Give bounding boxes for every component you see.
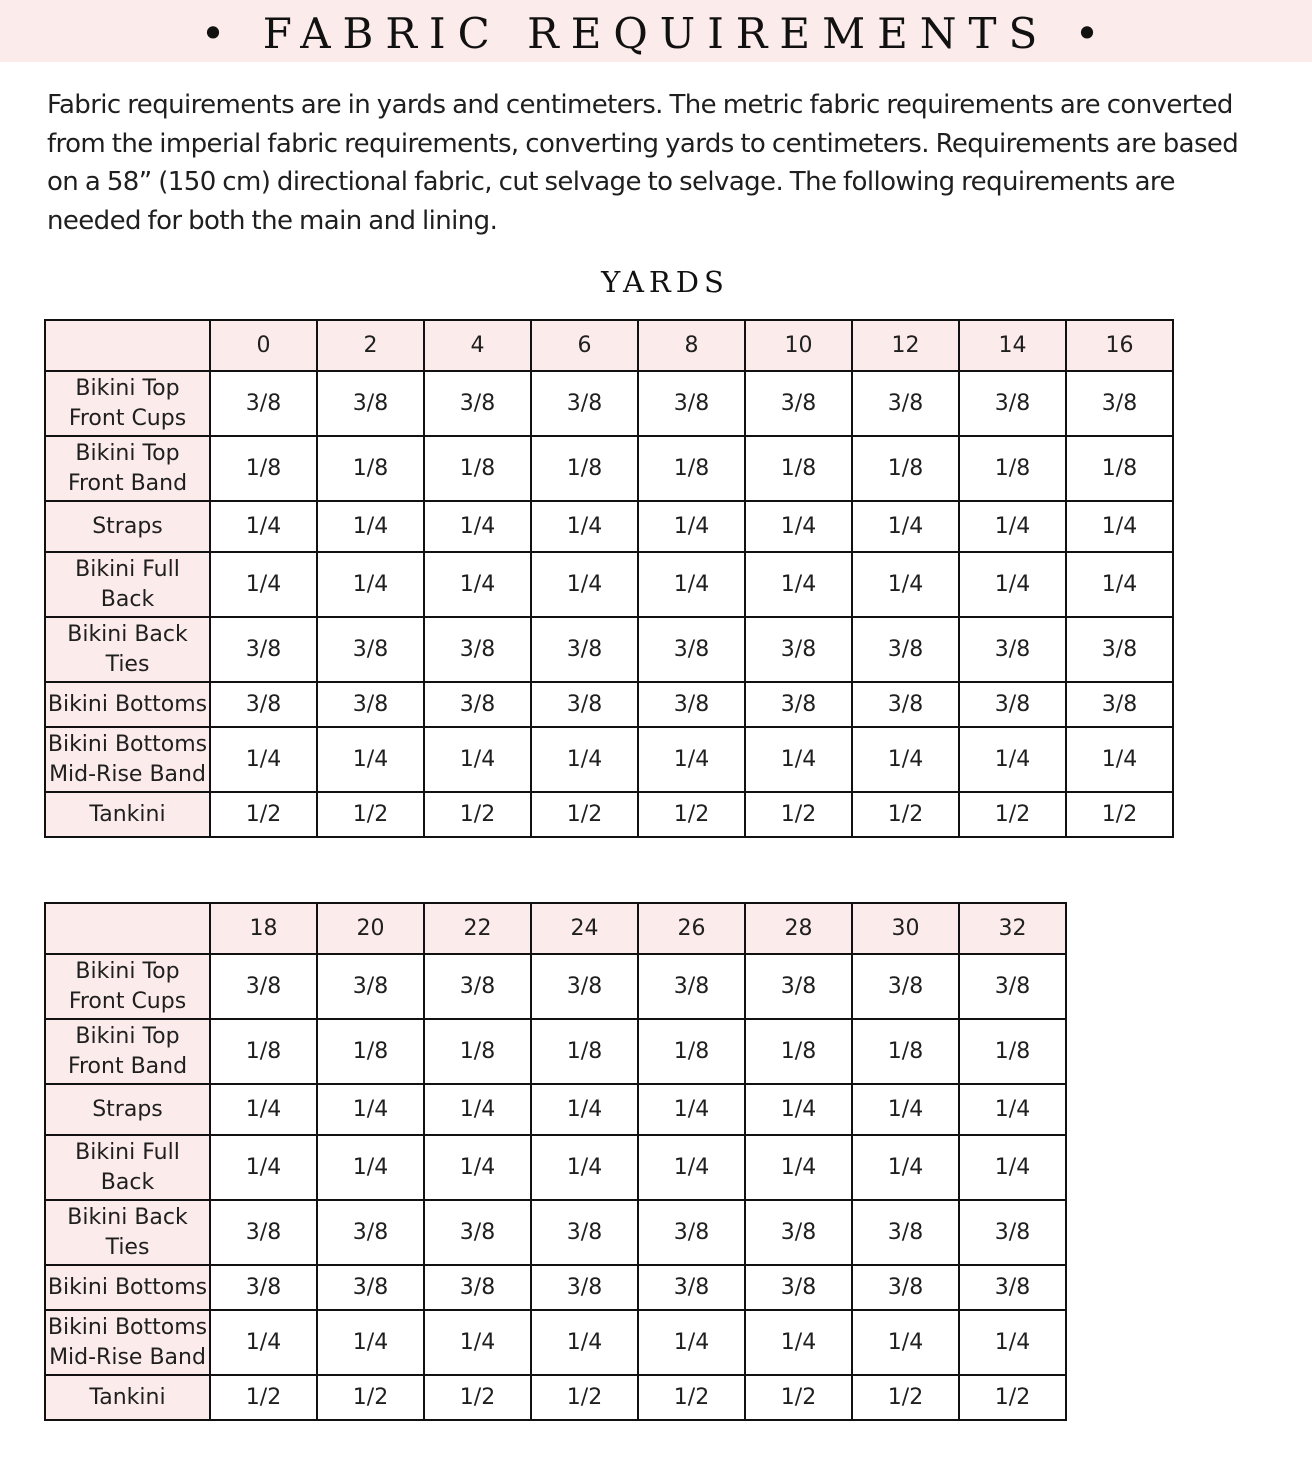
yardage-cell: 1/8 [745,1019,852,1084]
row-label: Bikini Bottoms Mid-Rise Band [45,727,210,792]
yardage-cell: 1/8 [959,1019,1066,1084]
yardage-cell: 1/4 [852,552,959,617]
yardage-cell: 3/8 [317,1265,424,1310]
yardage-cell: 1/4 [531,1084,638,1135]
yardage-cell: 3/8 [852,1200,959,1265]
table-row [45,1084,1066,1135]
row-label: Straps [45,1084,210,1135]
size-header: 12 [852,320,959,371]
table-row [45,1135,1066,1200]
yardage-cell: 1/4 [424,552,531,617]
corner-cell [45,320,210,371]
yardage-cell: 1/4 [959,1310,1066,1375]
yardage-cell: 1/4 [745,1084,852,1135]
yardage-cell: 1/4 [745,727,852,792]
yardage-cell: 1/4 [317,501,424,552]
intro-line: Fabric requirements are in yards and centimeters. The metric fabric requirements are converted [47,90,1233,120]
yardage-cell: 3/8 [424,1265,531,1310]
row-label: Bikini Top Front Cups [45,954,210,1019]
yardage-cell: 1/4 [959,1084,1066,1135]
yardage-cell: 1/4 [638,1135,745,1200]
row-label: Bikini Top Front Band [45,436,210,501]
table-row [45,1019,1066,1084]
yardage-cell: 1/8 [424,1019,531,1084]
yardage-cell: 1/2 [638,792,745,837]
yardage-cell: 1/2 [852,1375,959,1420]
yardage-cell: 3/8 [531,682,638,727]
yardage-cell: 3/8 [745,1200,852,1265]
yardage-cell: 1/2 [1066,792,1173,837]
yardage-cell: 3/8 [959,682,1066,727]
yardage-cell: 1/4 [852,1135,959,1200]
table-row [45,1310,1066,1375]
yardage-cell: 1/2 [210,1375,317,1420]
row-label: Straps [45,501,210,552]
yardage-cell: 3/8 [531,617,638,682]
yardage-cell: 1/4 [424,1135,531,1200]
yardage-cell: 1/4 [210,552,317,617]
yardage-cell: 1/4 [531,552,638,617]
yardage-cell: 1/4 [317,1084,424,1135]
row-label: Bikini Full Back [45,552,210,617]
yardage-cell: 3/8 [638,371,745,436]
yardage-cell: 3/8 [210,954,317,1019]
size-header: 0 [210,320,317,371]
size-header: 22 [424,903,531,954]
yardage-cell: 3/8 [424,682,531,727]
page-title: • FABRIC REQUIREMENTS • [200,9,1112,58]
yardage-cell: 1/8 [210,1019,317,1084]
yardage-cell: 1/4 [745,552,852,617]
yardage-cell: 3/8 [852,371,959,436]
size-header: 2 [317,320,424,371]
yardage-cell: 1/4 [852,1310,959,1375]
yardage-cell: 3/8 [317,682,424,727]
yardage-cell: 1/4 [317,1135,424,1200]
yardage-cell: 1/4 [959,501,1066,552]
size-header: 4 [424,320,531,371]
yardage-cell: 1/4 [424,727,531,792]
section-label-yards: YARDS [601,265,729,299]
yardage-cell: 1/2 [424,792,531,837]
yardage-cell: 1/8 [745,436,852,501]
yardage-cell: 3/8 [1066,682,1173,727]
yardage-cell: 3/8 [959,1265,1066,1310]
yardage-cell: 1/4 [1066,727,1173,792]
yardage-cell: 3/8 [638,682,745,727]
yardage-cell: 3/8 [531,954,638,1019]
table-row [45,1265,1066,1310]
yardage-cell: 1/8 [959,436,1066,501]
table-row [45,682,1173,727]
yardage-cell: 1/4 [852,1084,959,1135]
size-header: 26 [638,903,745,954]
requirements-table-sizes-0-16 [44,319,1174,838]
yardage-cell: 3/8 [317,954,424,1019]
yardage-cell: 1/4 [638,1310,745,1375]
yardage-cell: 1/8 [852,1019,959,1084]
yardage-cell: 3/8 [317,617,424,682]
yardage-cell: 3/8 [531,1265,638,1310]
yardage-cell: 1/2 [210,792,317,837]
table-row [45,436,1173,501]
table-row [45,954,1066,1019]
yardage-cell: 1/4 [959,552,1066,617]
size-header-row [45,320,1173,371]
yardage-cell: 1/4 [210,1310,317,1375]
table-row [45,792,1173,837]
yardage-cell: 1/4 [745,1135,852,1200]
yardage-cell: 3/8 [852,954,959,1019]
yardage-cell: 1/2 [638,1375,745,1420]
row-label: Bikini Back Ties [45,1200,210,1265]
table-row [45,1200,1066,1265]
size-header: 32 [959,903,1066,954]
yardage-cell: 1/4 [317,552,424,617]
yardage-cell: 1/4 [531,1310,638,1375]
yardage-cell: 1/4 [531,501,638,552]
yardage-cell: 1/2 [531,792,638,837]
yardage-cell: 1/2 [531,1375,638,1420]
row-label: Bikini Back Ties [45,617,210,682]
yardage-cell: 3/8 [638,1265,745,1310]
yardage-cell: 1/2 [317,792,424,837]
yardage-cell: 1/4 [852,727,959,792]
yardage-cell: 3/8 [210,371,317,436]
size-header: 14 [959,320,1066,371]
row-label: Tankini [45,792,210,837]
yardage-cell: 1/8 [638,1019,745,1084]
yardage-cell: 3/8 [424,371,531,436]
yardage-cell: 1/2 [745,792,852,837]
yardage-cell: 1/4 [1066,552,1173,617]
yardage-cell: 1/2 [959,792,1066,837]
yardage-cell: 1/4 [745,501,852,552]
yardage-cell: 3/8 [959,954,1066,1019]
yardage-cell: 3/8 [210,682,317,727]
size-header: 16 [1066,320,1173,371]
yardage-cell: 1/4 [210,1084,317,1135]
yardage-cell: 3/8 [210,1200,317,1265]
yardage-cell: 3/8 [210,617,317,682]
yardage-cell: 3/8 [745,1265,852,1310]
yardage-cell: 1/8 [638,436,745,501]
yardage-cell: 1/4 [317,727,424,792]
table-row [45,371,1173,436]
yardage-cell: 1/4 [745,1310,852,1375]
yardage-cell: 1/4 [638,727,745,792]
yardage-cell: 1/4 [638,501,745,552]
yardage-cell: 1/8 [531,436,638,501]
size-header: 20 [317,903,424,954]
row-label: Bikini Bottoms Mid-Rise Band [45,1310,210,1375]
intro-line: from the imperial fabric requirements, converting yards to centimeters. Requirements are based [47,128,1239,159]
yardage-cell: 1/4 [424,501,531,552]
size-header: 24 [531,903,638,954]
size-header: 30 [852,903,959,954]
yardage-cell: 1/4 [531,727,638,792]
size-header: 8 [638,320,745,371]
intro-line: needed for both the main and lining. [47,205,498,236]
yardage-cell: 1/4 [852,501,959,552]
table-row [45,552,1173,617]
yardage-cell: 3/8 [1066,371,1173,436]
yardage-cell: 1/8 [852,436,959,501]
yardage-cell: 3/8 [745,371,852,436]
yardage-cell: 1/2 [317,1375,424,1420]
table-row [45,617,1173,682]
yardage-cell: 1/4 [531,1135,638,1200]
yardage-cell: 1/8 [210,436,317,501]
size-header: 10 [745,320,852,371]
yardage-cell: 1/4 [317,1310,424,1375]
row-label: Bikini Top Front Cups [45,371,210,436]
yardage-cell: 3/8 [638,954,745,1019]
requirements-table-sizes-18-32 [44,902,1067,1421]
size-header: 18 [210,903,317,954]
yardage-cell: 1/2 [745,1375,852,1420]
yardage-cell: 1/4 [959,727,1066,792]
yardage-cell: 1/2 [852,792,959,837]
yardage-cell: 1/4 [959,1135,1066,1200]
size-header: 6 [531,320,638,371]
row-label: Tankini [45,1375,210,1420]
yardage-cell: 1/8 [317,436,424,501]
yardage-cell: 3/8 [531,1200,638,1265]
yardage-cell: 3/8 [852,1265,959,1310]
yardage-cell: 1/4 [424,1084,531,1135]
size-header: 28 [745,903,852,954]
yardage-cell: 1/2 [959,1375,1066,1420]
row-label: Bikini Bottoms [45,1265,210,1310]
yardage-cell: 3/8 [424,1200,531,1265]
yardage-cell: 3/8 [852,682,959,727]
yardage-cell: 1/8 [531,1019,638,1084]
yardage-cell: 3/8 [1066,617,1173,682]
yardage-cell: 1/8 [1066,436,1173,501]
yardage-cell: 1/4 [638,1084,745,1135]
row-label: Bikini Full Back [45,1135,210,1200]
yardage-cell: 1/8 [424,436,531,501]
yardage-cell: 1/4 [638,552,745,617]
yardage-cell: 1/4 [210,501,317,552]
yardage-cell: 1/8 [317,1019,424,1084]
yardage-cell: 3/8 [531,371,638,436]
size-header-row [45,903,1066,954]
yardage-cell: 3/8 [745,954,852,1019]
yardage-cell: 3/8 [852,617,959,682]
yardage-cell: 1/4 [210,1135,317,1200]
yardage-cell: 1/2 [424,1375,531,1420]
yardage-cell: 1/4 [1066,501,1173,552]
corner-cell [45,903,210,954]
yardage-cell: 3/8 [317,1200,424,1265]
yardage-cell: 3/8 [959,617,1066,682]
yardage-cell: 3/8 [959,371,1066,436]
yardage-cell: 3/8 [317,371,424,436]
yardage-cell: 1/4 [424,1310,531,1375]
row-label: Bikini Bottoms [45,682,210,727]
intro-paragraph [47,86,1297,240]
yardage-cell: 3/8 [745,617,852,682]
yardage-cell: 3/8 [638,1200,745,1265]
yardage-cell: 3/8 [745,682,852,727]
yardage-cell: 1/4 [210,727,317,792]
table-row [45,501,1173,552]
yardage-cell: 3/8 [424,954,531,1019]
row-label: Bikini Top Front Band [45,1019,210,1084]
yardage-cell: 3/8 [959,1200,1066,1265]
yardage-cell: 3/8 [638,617,745,682]
intro-line: on a 58” (150 cm) directional fabric, cut selvage to selvage. The following requirements are [47,167,1175,197]
yardage-cell: 3/8 [210,1265,317,1310]
yardage-cell: 3/8 [424,617,531,682]
table-row [45,1375,1066,1420]
table-row [45,727,1173,792]
